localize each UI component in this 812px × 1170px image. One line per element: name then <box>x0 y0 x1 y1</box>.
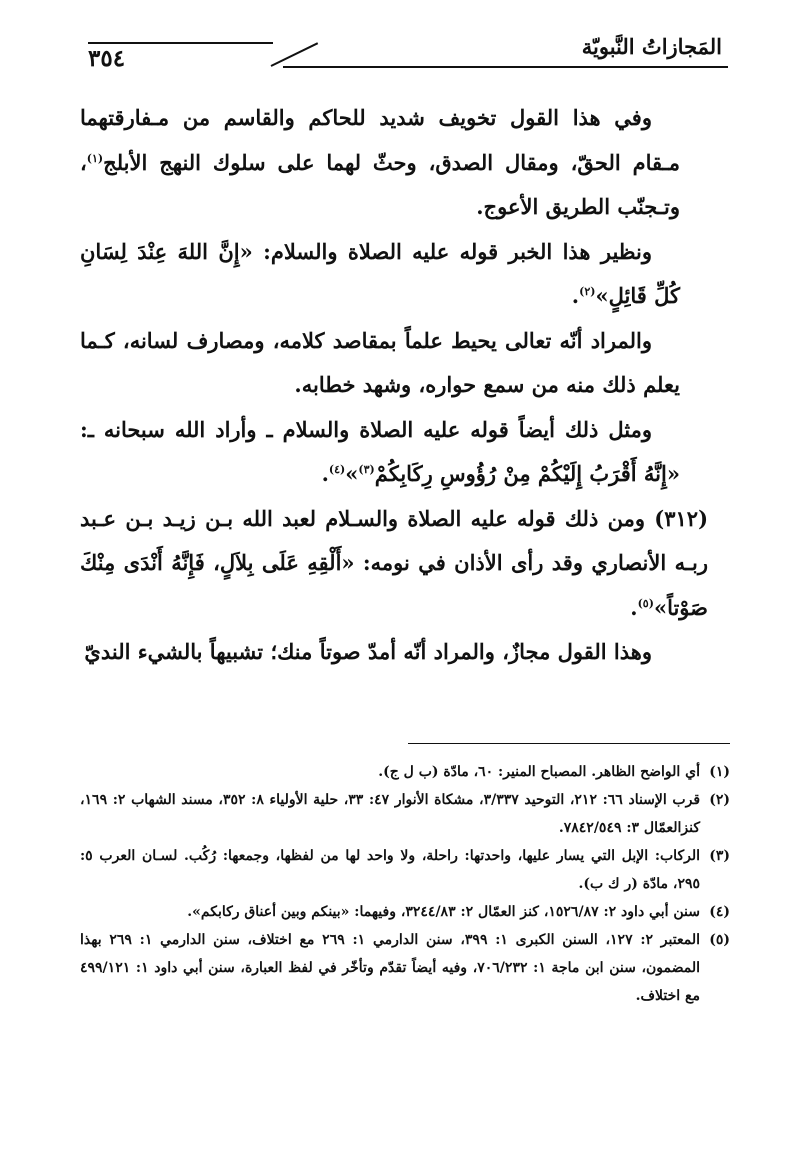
footnote-number: (١) <box>709 764 730 780</box>
header-rule <box>283 66 728 68</box>
hadith-number: (٣١٢) <box>654 505 708 531</box>
header-rule-top <box>88 42 273 44</box>
footnote <box>80 786 730 842</box>
paragraph: وهذا القول مجازٌ، والمراد أنّه أمدّ صوتاً منك؛ تشبيهاً بالشيء النديّ <box>84 639 652 664</box>
footnote-ref[interactable]: (٣) <box>358 463 375 476</box>
footnote-ref[interactable]: (١) <box>86 151 104 165</box>
footnote-number: (٥) <box>709 932 730 948</box>
numbered-paragraph: (٣١٢) ومن ذلك قوله عليه الصلاة والسـلام لعبد الله بـن زيـد بـن عـبد ربـه الأنصاري وقد رأى الأذان في نومه: «أَلْقِهِ عَلَى بِلاَلٍ، فَإِنَّهُ أَنْدَى مِنْكَ صَوْتاً»$^{(٥)}$. <box>80 505 708 620</box>
footnote <box>80 842 730 898</box>
paragraph: ونظير هذا الخبر قوله عليه الصلاة والسلام: «إِنَّ اللهَ عِنْدَ لِسَانِ كُلِّ قَائِلٍ»$^{(٢)}$. <box>80 238 680 308</box>
footnote-text: قرب الإسناد ٦٦: ٢١٢، التوحيد ٣/٣٣٧، مشكاة الأنوار ٤٧: ٣٣، حلية الأولياء ٨: ٣٥٢، مسند الشهاب ٢: ١٦٩، كنزالعمّال ٣: ٧٨٤٢/٥٤٩. <box>80 792 701 836</box>
footnote-text: المعتبر ٢: ١٢٧، السنن الكبرى ١: ٣٩٩، سنن الدارمي ١: ٢٦٩ مع اختلاف، سنن الدارمي ١: ٢٦٩ بهذا المضمون، سنن ابن ماجة ١: ٧٠٦/٢٣٢، وفيه أيضاً تقدّم وتأخّر في لفظ العبارة، سنن أبي داود ١: ٤٩٩/١٢١ مع اختلاف. <box>80 932 700 1004</box>
footnote-ref[interactable]: (٥) <box>637 596 654 610</box>
footnote-text: سنن أبي داود ٢: ١٥٢٦/٨٧، كنز العمّال ٢: ٣٢٤٤/٨٣، وفيهما: «بينكم وبين أعناق ركابكم». <box>187 904 700 920</box>
header-rule-slant <box>271 42 319 67</box>
paragraph: ومثل ذلك أيضاً قوله عليه الصلاة والسلام ـ وأراد الله سبحانه ـ: «إِنَّهُ أَقْرَبُ إِلَيْكُمْ مِنْ رُؤُوسِ رِكَابِكُمْ$^{(٣)}$»$^{(٤)}$. <box>80 416 680 486</box>
footnote <box>80 926 730 1010</box>
footnote-ref[interactable]: (٢) <box>579 285 596 298</box>
page-number: ٣٥٤ <box>88 45 126 72</box>
footnote-text: أي الواضح الظاهر. المصباح المنير: ٦٠، مادّة (ب ل ج). <box>378 764 700 780</box>
page-header <box>88 22 728 82</box>
paragraph: والمراد أنّه تعالى يحيط علماً بمقاصد كلامه، ومصارف لسانه، كـما يعلم ذلك منه من سمع حواره، وشهد خطابه. <box>80 327 680 397</box>
footnote-number: (٢) <box>709 792 730 808</box>
footnote <box>80 898 730 926</box>
footnote-number: (٤) <box>709 904 730 920</box>
footnote-separator <box>408 743 730 744</box>
footnote-text: الركاب: الإبل التي يسار عليها، واحدتها: راحلة، ولا واحد لها من لفظها، وجمعها: رُكُب. لسـان العرب ٥: ٢٩٥، مادّة (ر ك ب). <box>80 848 700 892</box>
paragraph: وفي هذا القول تخويف شديد للحاكم والقاسم من مـفارقتهما مـقام الحقّ، ومقال الصدق، وحثّ لهما على سلوك النهج الأبلج$^{(١)}$، وتـجنّب الطريق الأعوج. <box>80 105 680 219</box>
footnote <box>80 758 730 786</box>
main-text <box>80 96 708 675</box>
running-title: المَجازاتُ النَّبويّة <box>581 34 722 59</box>
footnote-number: (٣) <box>709 848 730 864</box>
footnotes <box>80 758 730 1010</box>
footnote-ref[interactable]: (٤) <box>328 463 346 476</box>
